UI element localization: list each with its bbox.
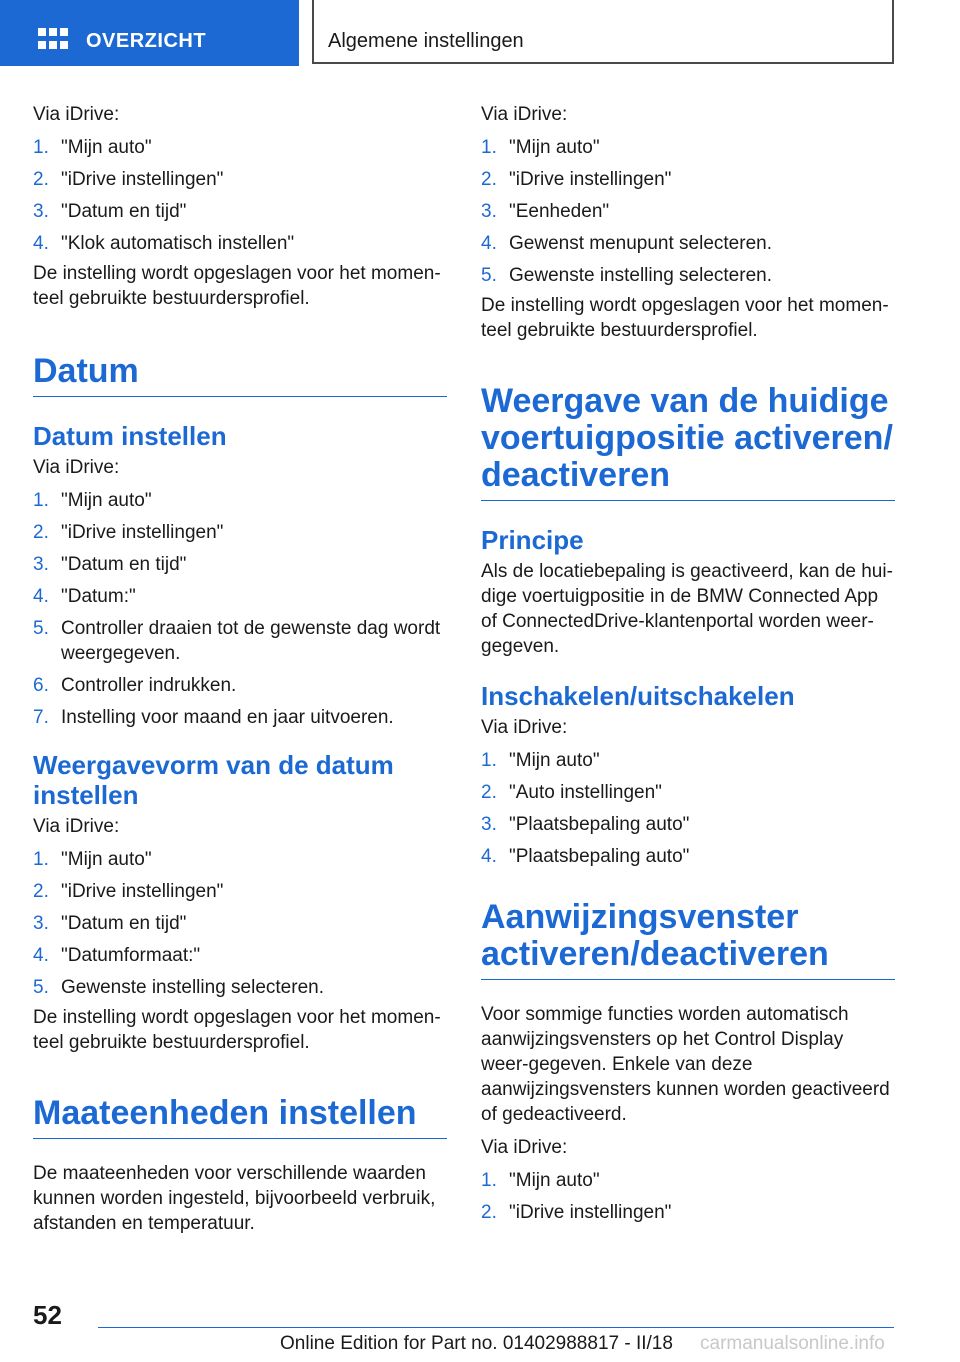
step-number: 1.: [481, 137, 497, 158]
step-text: Gewenste instelling selecteren.: [509, 265, 772, 286]
step-item: [33, 199, 447, 224]
step-item: [33, 584, 447, 609]
step-number: 2.: [481, 169, 497, 190]
body-text: Voor sommige functies worden automatisch aanwijzingsvensters op het Control Display weer‐gegeven. Enkele van deze aanwijzingsvensters kunnen worden geactiveerd of gedeactiveerd.: [481, 1004, 890, 1125]
step-text: "Klok automatisch instellen": [61, 233, 295, 254]
subheading-principe: Principe: [481, 525, 584, 555]
step-item: [33, 616, 447, 666]
step-item: [481, 199, 895, 224]
step-text: "iDrive instellingen": [61, 522, 224, 543]
step-number: 2.: [481, 782, 497, 803]
step-number: 4.: [33, 233, 49, 254]
step-number: 4.: [33, 586, 49, 607]
step-list: [33, 847, 447, 1000]
step-item: [481, 231, 895, 256]
step-text: "Mijn auto": [61, 137, 152, 158]
step-text: "Datum:": [61, 586, 136, 607]
step-text: "Datumformaat:": [61, 945, 201, 966]
step-number: 6.: [33, 675, 49, 696]
right-column: [481, 102, 895, 1232]
step-item: [481, 812, 895, 837]
section-tab-label: Algemene instellingen: [328, 30, 524, 52]
section-heading-datum: Datum: [33, 353, 447, 397]
step-text: "Datum en tijd": [61, 201, 187, 222]
step-item: [33, 135, 447, 160]
step-number: 4.: [33, 945, 49, 966]
overview-tab[interactable]: [0, 0, 299, 66]
grid-icon: [38, 28, 68, 52]
step-item: [33, 911, 447, 936]
step-text: "Mijn auto": [61, 490, 152, 511]
step-number: 1.: [33, 849, 49, 870]
step-item: [33, 520, 447, 545]
step-item: [33, 231, 447, 256]
step-item: [33, 705, 447, 730]
via-idrive-label: Via iDrive:: [481, 717, 568, 738]
step-number: 4.: [481, 233, 497, 254]
step-number: 2.: [481, 1202, 497, 1223]
step-number: 3.: [481, 814, 497, 835]
via-idrive-label: Via iDrive:: [33, 816, 120, 837]
step-item: [481, 1200, 895, 1225]
step-text: Controller draaien tot de gewenste dag wordt weergegeven.: [61, 618, 441, 664]
step-item: [33, 488, 447, 513]
step-item: [33, 673, 447, 698]
step-number: 7.: [33, 707, 49, 728]
via-idrive-label: Via iDrive:: [33, 104, 120, 125]
step-list: [481, 135, 895, 288]
step-item: [481, 748, 895, 773]
step-item: [33, 552, 447, 577]
subheading-inschakelen: Inschakelen/uitschakelen: [481, 681, 795, 711]
subheading-datum-instellen: Datum instellen: [33, 421, 227, 451]
step-text: "Plaatsbepaling auto": [509, 846, 690, 867]
step-text: Controller indrukken.: [61, 675, 237, 696]
step-item: [481, 780, 895, 805]
step-list: [481, 748, 895, 869]
step-number: 1.: [481, 1170, 497, 1191]
subheading-weergavevorm: Weergavevorm van de datum instellen: [33, 750, 394, 810]
step-number: 2.: [33, 169, 49, 190]
via-idrive-label: Via iDrive:: [481, 1137, 568, 1158]
body-text: Als de locatiebepaling is geactiveerd, kan de hui‐dige voertuigpositie in de BMW Connected App of ConnectedDrive-klantenportal worden weer‐gegeven.: [481, 561, 893, 657]
watermark-text: carmanualsonline.info: [700, 1333, 885, 1354]
body-text: De maateenheden voor verschillende waarden kunnen worden ingesteld, bijvoorbeeld verbruik, afstanden en temperatuur.: [33, 1163, 436, 1234]
footer-divider: [98, 1327, 894, 1328]
note-text: De instelling wordt opgeslagen voor het momen‐teel gebruikte bestuurdersprofiel.: [33, 1007, 441, 1053]
step-text: "Mijn auto": [509, 750, 600, 771]
step-number: 5.: [33, 977, 49, 998]
step-text: "Plaatsbepaling auto": [509, 814, 690, 835]
step-item: [33, 879, 447, 904]
step-item: [481, 1168, 895, 1193]
step-number: 5.: [481, 265, 497, 286]
step-item: [33, 167, 447, 192]
step-text: "Datum en tijd": [61, 913, 187, 934]
section-heading-maateenheden: Maateenheden instellen: [33, 1095, 447, 1139]
note-text: De instelling wordt opgeslagen voor het momen‐teel gebruikte bestuurdersprofiel.: [481, 295, 889, 341]
step-list: [481, 1168, 895, 1225]
page-number: 52: [33, 1300, 62, 1330]
note-text: De instelling wordt opgeslagen voor het momen‐teel gebruikte bestuurdersprofiel.: [33, 263, 441, 309]
step-text: Gewenst menupunt selecteren.: [509, 233, 772, 254]
step-text: "Auto instellingen": [509, 782, 662, 803]
step-number: 5.: [33, 618, 49, 639]
step-text: "iDrive instellingen": [509, 1202, 672, 1223]
step-text: Instelling voor maand en jaar uitvoeren.: [61, 707, 394, 728]
left-column: [33, 102, 447, 1236]
step-list: [33, 488, 447, 730]
step-item: [33, 975, 447, 1000]
step-item: [481, 263, 895, 288]
step-number: 1.: [481, 750, 497, 771]
step-number: 1.: [33, 490, 49, 511]
step-number: 3.: [33, 913, 49, 934]
step-text: "Mijn auto": [509, 1170, 600, 1191]
overview-tab-label: OVERZICHT: [86, 30, 207, 52]
step-text: "iDrive instellingen": [61, 169, 224, 190]
via-idrive-label: Via iDrive:: [481, 104, 568, 125]
step-number: 3.: [33, 201, 49, 222]
step-text: "Datum en tijd": [61, 554, 187, 575]
step-item: [33, 847, 447, 872]
step-list: [33, 135, 447, 256]
section-heading-aanwijzing: Aanwijzingsvenster activeren/deactiveren: [481, 899, 895, 980]
step-number: 2.: [33, 881, 49, 902]
step-item: [481, 844, 895, 869]
step-item: [481, 167, 895, 192]
step-text: Gewenste instelling selecteren.: [61, 977, 324, 998]
section-tab[interactable]: [312, 0, 894, 64]
step-number: 4.: [481, 846, 497, 867]
step-number: 1.: [33, 137, 49, 158]
step-number: 3.: [481, 201, 497, 222]
step-item: [33, 943, 447, 968]
step-number: 3.: [33, 554, 49, 575]
via-idrive-label: Via iDrive:: [33, 457, 120, 478]
step-item: [481, 135, 895, 160]
step-number: 2.: [33, 522, 49, 543]
edition-text: Online Edition for Part no. 01402988817 - II/18: [280, 1333, 673, 1354]
step-text: "Mijn auto": [509, 137, 600, 158]
step-text: "Eenheden": [509, 201, 610, 222]
section-heading-weergave: Weergave van de huidige voertuigpositie activeren/ deactiveren: [481, 383, 895, 501]
step-text: "Mijn auto": [61, 849, 152, 870]
step-text: "iDrive instellingen": [61, 881, 224, 902]
step-text: "iDrive instellingen": [509, 169, 672, 190]
